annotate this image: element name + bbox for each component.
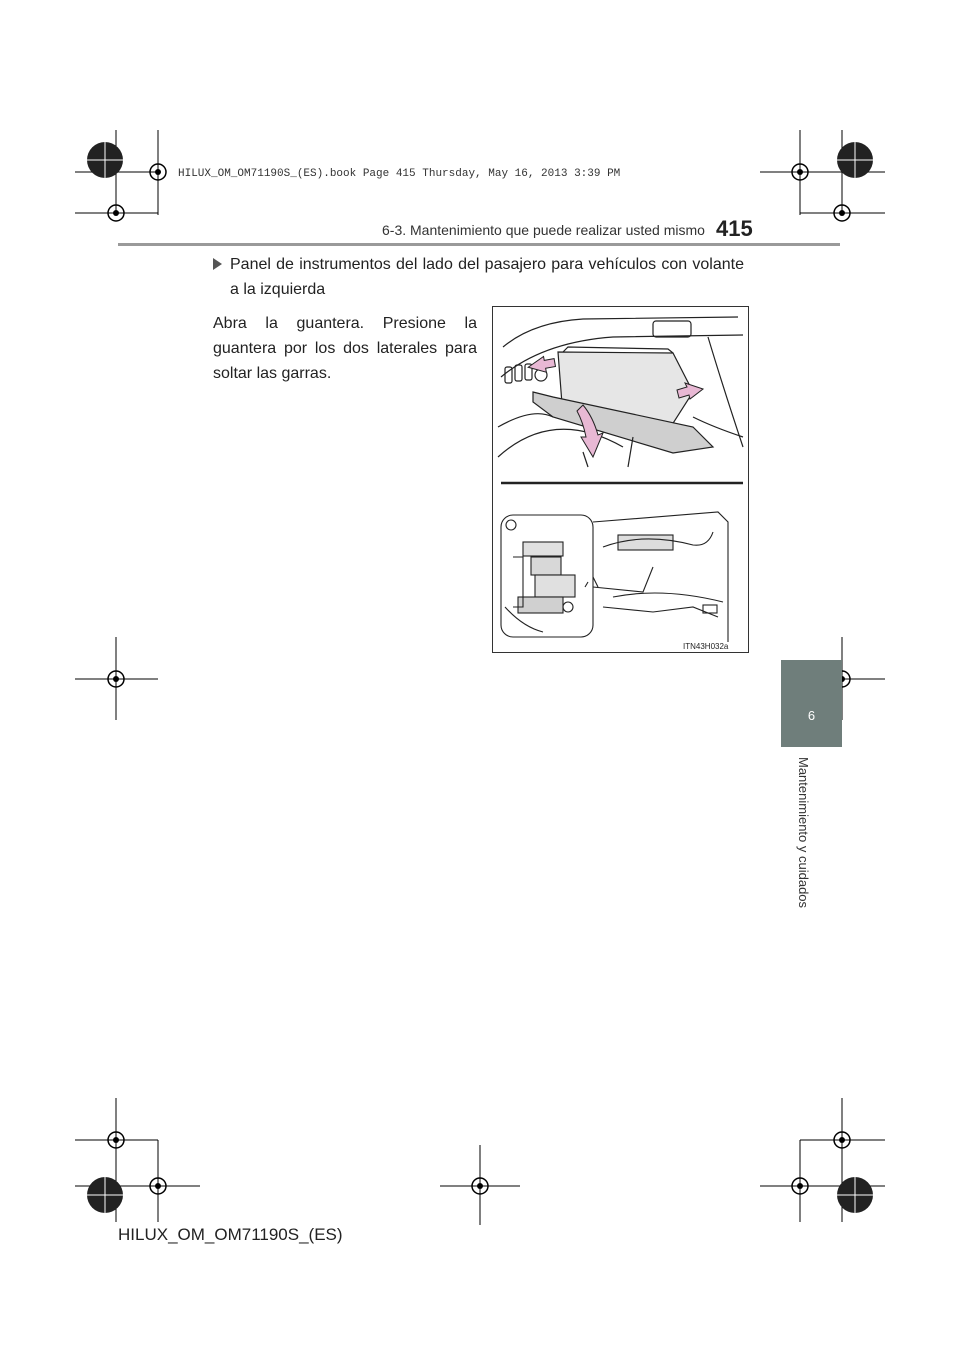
glovebox-illustration [492, 306, 749, 653]
book-stamp: HILUX_OM_OM71190S_(ES).book Page 415 Thursday, May 16, 2013 3:39 PM [178, 168, 621, 180]
figure-code: ITN43H032a [683, 642, 729, 651]
page-number: 415 [716, 216, 753, 241]
bullet-triangle-icon [213, 258, 222, 270]
chapter-number: 6 [807, 708, 816, 723]
chapter-label [795, 757, 813, 907]
chapter-tab [781, 660, 842, 747]
chapter-label-text: Mantenimiento y cuidados [796, 757, 811, 909]
instruction-text: Abra la guantera. Presione la guantera por los dos laterales para soltar las garras. [213, 315, 477, 382]
footer-doc-code: HILUX_OM_OM71190S_(ES) [118, 1225, 343, 1244]
header-rule [118, 243, 840, 246]
subheading: Panel de instrumentos del lado del pasajero para vehículos con volante a la izquierda [230, 256, 744, 298]
section-title: 6-3. Mantenimiento que puede realizar usted mismo [382, 222, 705, 238]
